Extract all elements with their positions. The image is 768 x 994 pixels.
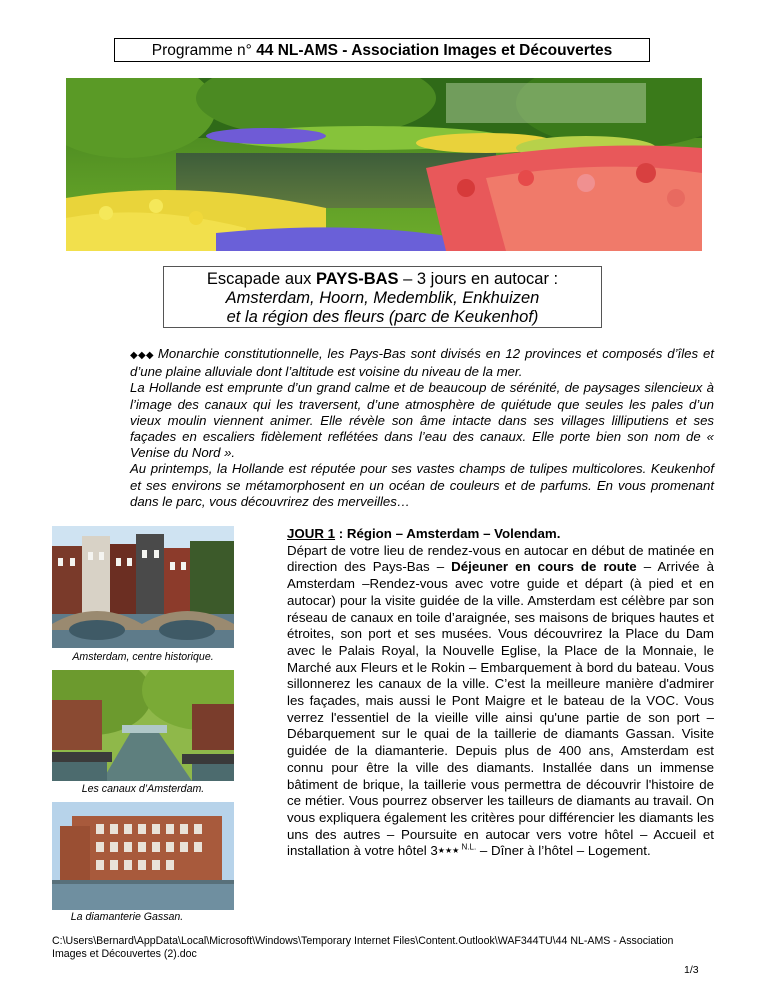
amsterdam-houses-photo [52,526,234,648]
hotel-stars-icon: ★★★ [437,846,460,856]
intro-text [130,346,714,510]
day-1-text-b: – Arrivée à Amsterdam –Rendez-vous avec votre guide et départ (à pied et en autocar) pour la visite guidée de la ville. Amsterdam est célèbre par son réseau de canaux en toile d’araignée, ses maisons de briques hautes et étroites, son port et ses musées. Vous découvrirez la Place du Dam avec le Palais Royal, la Nouvelle Eglise, la Place de la Monnaie, le Marché aux Fleurs et le Rokin – Embarquement à bord du bateau. Vous sillonnerez les canaux de la ville. C’est la meilleure manière d'admirer les façades, mais aussi le Pont Maigre et le bateau de la VOC. Vous verrez l'essentiel de la vieille ville ainsi qu'une partie de son port – Débarquement sur le quai de la taillerie de diamants Gassan. Visite guidée de la diamanterie. Depuis plus de 400 ans, Amsterdam est connu pour être la ville des diamants. Installée dans un immense bâtiment de brique, la taillerie vous permettra de découvrir l'histoire de ce métier. Vous pourrez observer les tailleurs de diamants au travail. On vous expliquera également les critères pour différencier les diamants les uns des autres – Poursuite en autocar vers votre hôtel – Accueil et installation à votre hôtel 3 [287,559,714,859]
canal-photo [52,670,234,781]
day-1-lunch: Déjeuner en cours de route [451,559,637,575]
intro-paragraph-3: Au printemps, la Hollande est réputée pour ses vastes champs de tulipes multicolores. Keukenhof et ses environs se métamorphosent en un océan de couleurs et de parfums. En vous promenant dans le parc, vous découvrirez des merveilles… [130,461,714,509]
photo-caption-3: La diamanterie Gassan. [70,911,184,923]
tulip-garden-photo-icon [66,78,702,251]
title-country: PAYS-BAS [316,270,399,288]
day-1-text-a: Départ de votre lieu de rendez-vous en autocar en début de matinée en direction des Pays-Bas – [287,542,714,575]
page-number: 1/3 [684,964,699,976]
title-suffix: – 3 jours en autocar : [398,270,559,288]
canal-photo-icon [52,670,234,781]
hotel-rating-sup: N.L. [459,842,477,852]
title-prefix: Escapade aux [206,270,317,288]
gassan-building-photo-icon [52,802,234,910]
day-1-text-end: – Dîner à l’hôtel – Logement. [476,843,651,859]
tulip-banner-photo [66,78,702,251]
intro-p1-text: Monarchie constitutionnelle, les Pays-Bas sont divisés en 12 provinces et composés d’îles et d’une plaine alluviale dont l’altitude est voisine du niveau de la mer. [130,346,715,380]
title-line-2: Amsterdam, Hoorn, Medemblik, Enkhuizen [225,289,540,307]
intro-paragraph-1 [130,346,714,380]
day-1-heading [287,526,714,543]
day-1-body [287,543,714,860]
header-bold: 44 NL-AMS - Association Images et Découvertes [256,42,613,59]
photo-caption-2: Les canaux d’Amsterdam. [81,783,205,795]
diamond-bullets-icon: ◆◆◆ [130,350,154,361]
title-line-3: et la région des fleurs (parc de Keukenhof) [226,308,539,326]
title-line-1 [164,270,601,289]
trip-title-box [163,266,602,328]
day-1-section [287,526,714,860]
day-1-title: : Région – Amsterdam – Volendam. [335,526,561,541]
programme-header [114,38,650,62]
day-1-label: JOUR 1 [287,526,336,541]
amsterdam-houses-photo-icon [52,526,234,648]
document-file-path: C:\Users\Bernard\AppData\Local\Microsoft\Windows\Temporary Internet Files\Content.Outlook\WAF344TU\44 NL-AMS - Association Images et Découvertes (2).doc [52,935,674,960]
gassan-building-photo [52,802,234,910]
photo-caption-1: Amsterdam, centre historique. [72,651,214,663]
intro-paragraph-2: La Hollande est emprunte d’un grand calme et de beaucoup de sérénité, de paysages silencieux à l’image des canaux qui les traversent, d’une atmosphère de quiétude que seules les pales d’un vieux moulin viennent animer. Elle révèle son âme intacte dans ses villages lilliputiens et ses façades en escaliers fidèlement reflétées dans l’eau des canaux. Elle porte bien son nom de « Venise du Nord ». [130,380,714,461]
header-prefix: Programme n° [151,42,257,59]
